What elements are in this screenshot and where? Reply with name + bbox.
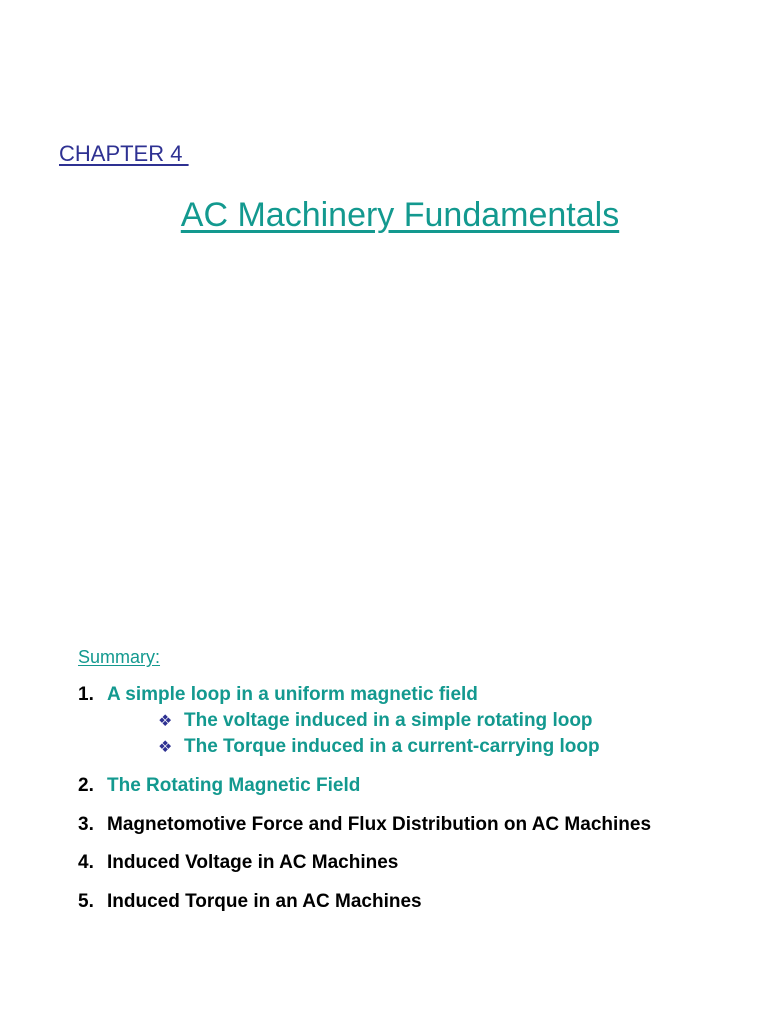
diamond-bullet-icon: ❖ <box>158 737 173 756</box>
summary-subitem-1b <box>158 736 600 758</box>
summary-item-2 <box>78 775 360 797</box>
subitem-text: The voltage induced in a simple rotating loop <box>184 710 593 731</box>
item-text: Induced Voltage in AC Machines <box>107 852 399 873</box>
summary-label: Summary: <box>78 647 161 667</box>
document-title: AC Machinery Fundamentals <box>180 196 620 234</box>
item-number: 2. <box>78 775 94 796</box>
item-number: 1. <box>78 684 94 705</box>
item-text: The Rotating Magnetic Field <box>107 775 361 796</box>
chapter-heading: CHAPTER 4 <box>59 141 189 166</box>
item-text: Magnetomotive Force and Flux Distribution on AC Machines <box>107 814 652 835</box>
summary-item-3 <box>78 814 651 836</box>
summary-item-4 <box>78 852 398 874</box>
summary-item-5 <box>78 891 422 913</box>
item-number: 4. <box>78 852 94 873</box>
item-number: 5. <box>78 891 94 912</box>
item-text: Induced Torque in an AC Machines <box>107 891 422 912</box>
summary-subitem-1a <box>158 710 593 732</box>
item-text: A simple loop in a uniform magnetic field <box>107 684 478 705</box>
subitem-text: The Torque induced in a current-carrying loop <box>184 736 600 757</box>
item-number: 3. <box>78 814 94 835</box>
diamond-bullet-icon: ❖ <box>158 711 173 730</box>
summary-item-1 <box>78 684 478 706</box>
